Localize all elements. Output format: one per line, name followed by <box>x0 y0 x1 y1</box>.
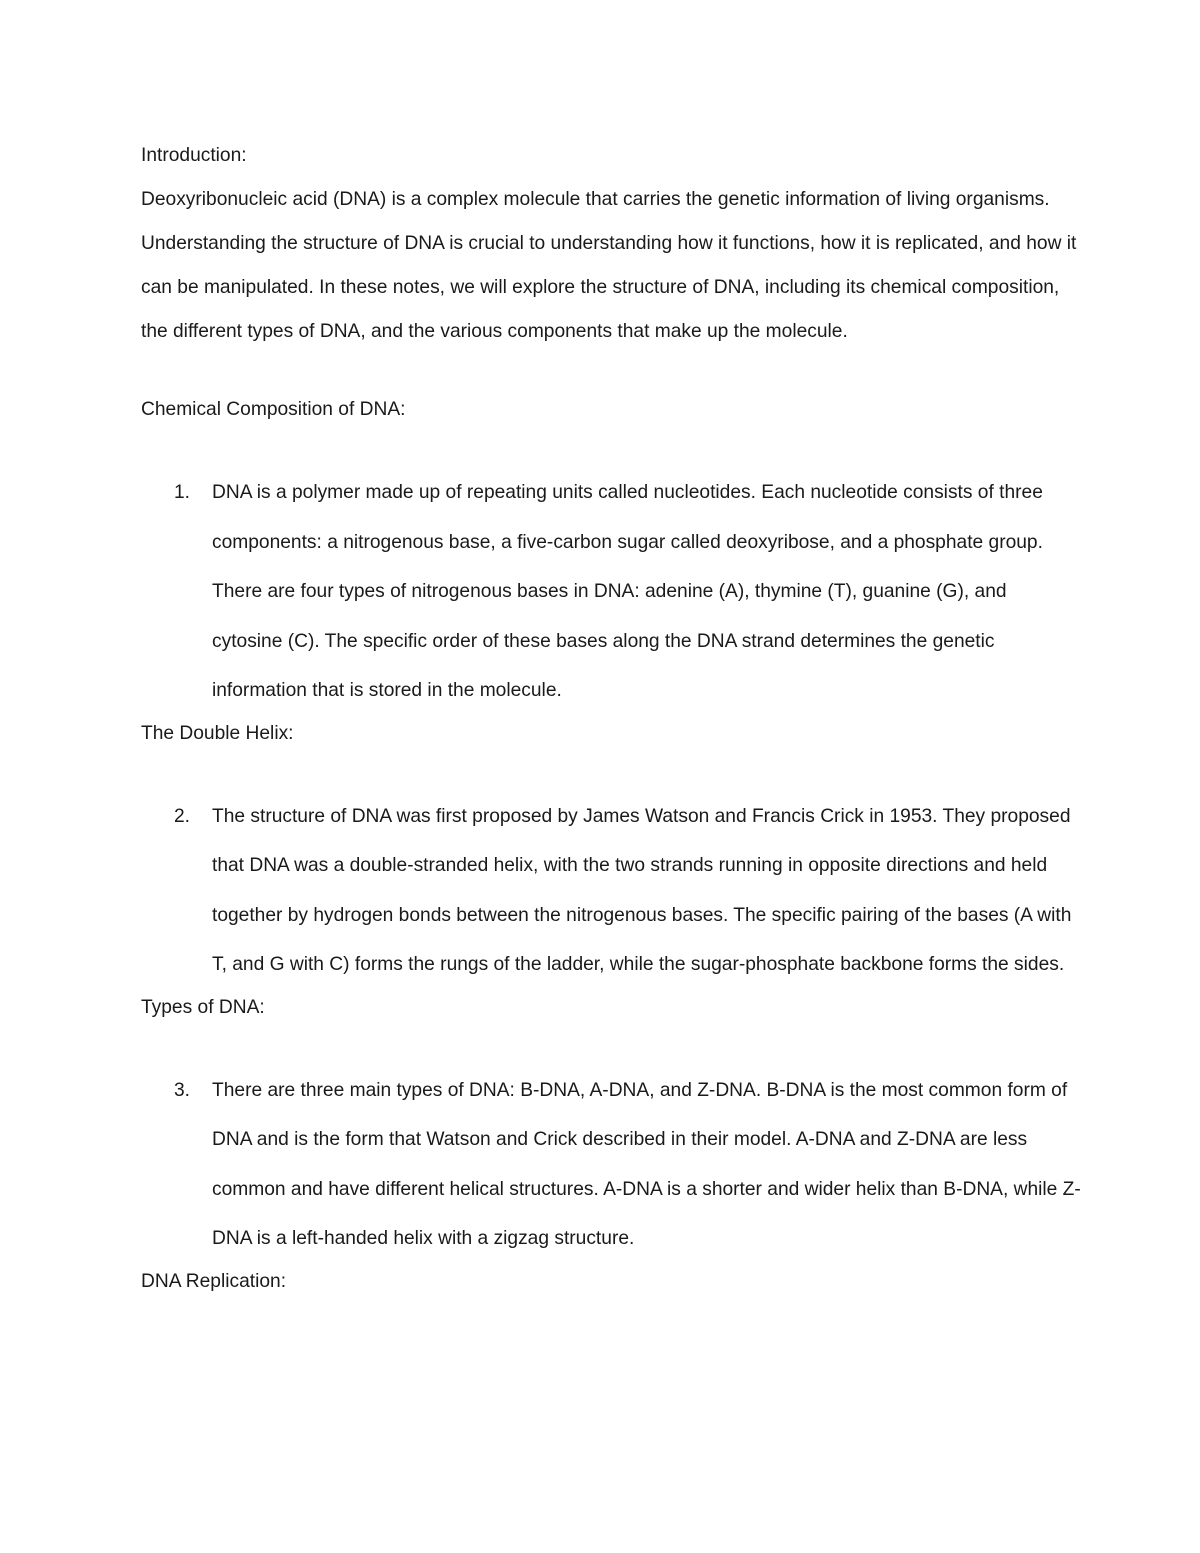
list-item-text: The structure of DNA was first proposed by James Watson and Francis Crick in 1953. They proposed that DNA was a double-stranded helix, with the two strands running in opposite directions and held together by hydrogen bonds between the nitrogenous bases. The specific pairing of the bases (A with T, and G with C) forms the rungs of the ladder, while the sugar-phosphate backbone forms the sides. <box>212 805 1072 975</box>
section-heading-double-helix: The Double Helix: <box>141 722 294 744</box>
list-number: 1. <box>174 482 191 503</box>
list-item-text: DNA is a polymer made up of repeating units called nucleotides. Each nucleotide consists of three components: a nitrogenous base, a five-carbon sugar called deoxyribose, and a phosphate group. There are four types of nitrogenous bases in DNA: adenine (A), thymine (T), guanine (G), and cytosine (C). The specific order of these bases along the DNA strand determines the genetic information that is stored in the molecule. <box>212 482 1043 701</box>
section-heading-types-of-dna: Types of DNA: <box>141 996 265 1018</box>
list-item <box>141 468 1081 716</box>
section-heading-introduction: Introduction: <box>141 145 247 166</box>
list-item <box>141 1066 1081 1264</box>
document-body <box>141 136 1081 1302</box>
list-number: 3. <box>174 1079 191 1101</box>
section-heading-chemical-composition: Chemical Composition of DNA: <box>141 399 406 420</box>
section-heading-dna-replication: DNA Replication: <box>141 1270 287 1292</box>
list-number: 2. <box>174 805 191 827</box>
list-item <box>141 792 1081 990</box>
list-item-text: There are three main types of DNA: B-DNA, A-DNA, and Z-DNA. B-DNA is the most common form of DNA and is the form that Watson and Crick described in their model. A-DNA and Z-DNA are less common and have different helical structures. A-DNA is a shorter and wider helix than B-DNA, while Z-DNA is a left-handed helix with a zigzag structure. <box>212 1079 1081 1249</box>
intro-paragraph: Deoxyribonucleic acid (DNA) is a complex molecule that carries the genetic information of living organisms. Understanding the structure of DNA is crucial to understanding how it functions, how it is replicated, and how it can be manipulated. In these notes, we will explore the structure of DNA, including its chemical composition, the different types of DNA, and the various components that make up the molecule. <box>141 189 1077 342</box>
